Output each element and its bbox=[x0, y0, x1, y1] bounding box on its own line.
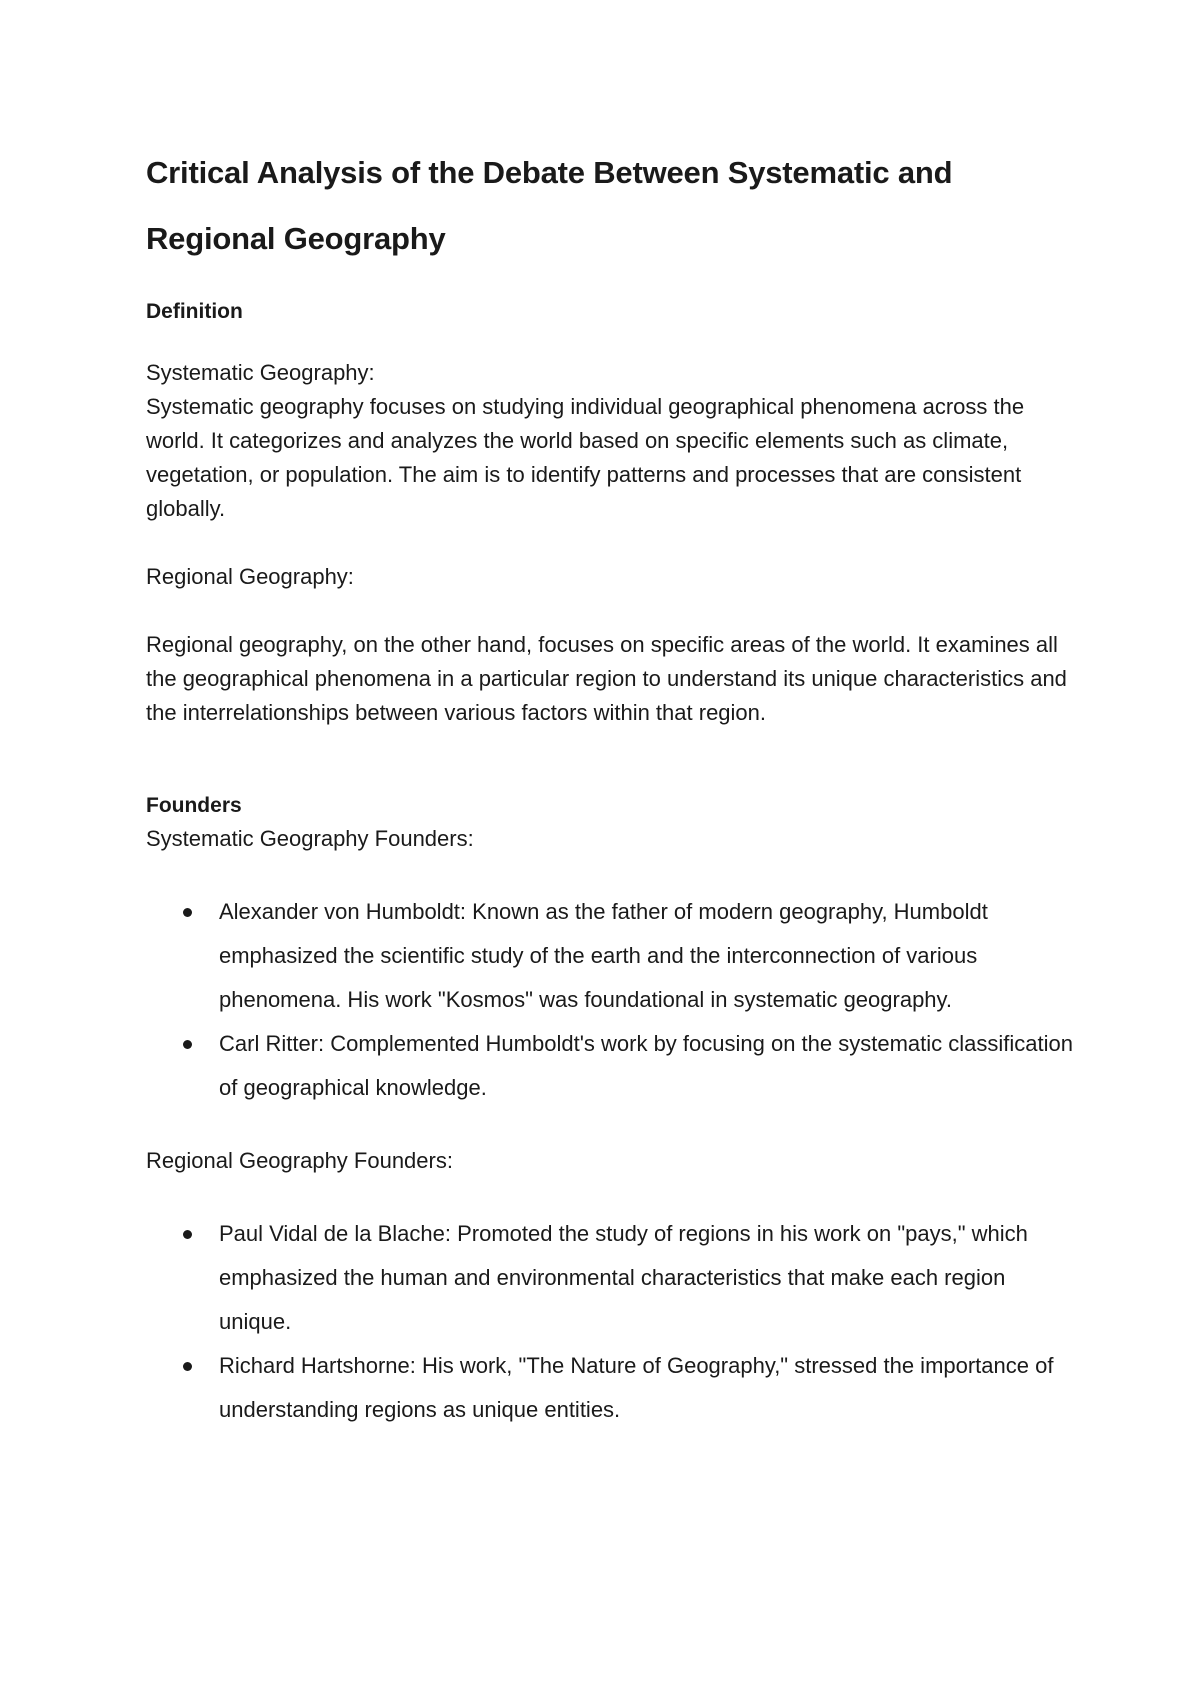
regional-founders-label: Regional Geography Founders: bbox=[146, 1148, 453, 1173]
document-title: Critical Analysis of the Debate Between Systematic and Regional Geography bbox=[146, 155, 953, 256]
regional-geography-label: Regional Geography: bbox=[146, 564, 354, 589]
regional-founders-list bbox=[146, 1212, 1076, 1432]
list-item bbox=[219, 1344, 1076, 1432]
bullet-icon bbox=[183, 1362, 192, 1371]
list-item-text: Carl Ritter: Complemented Humboldt's work by focusing on the systematic classification of geographical knowledge. bbox=[219, 1031, 1073, 1100]
regional-geography-definition: Regional geography, on the other hand, focuses on specific areas of the world. It examines all the geographical phenomena in a particular region to understand its unique characteristics and the interrelationships between various factors within that region. bbox=[146, 632, 1067, 725]
systematic-founders-list bbox=[146, 890, 1076, 1110]
list-item bbox=[219, 890, 1076, 1022]
document-body bbox=[146, 140, 1076, 1432]
bullet-icon bbox=[183, 908, 192, 917]
systematic-founders-label: Systematic Geography Founders: bbox=[146, 826, 474, 851]
bullet-icon bbox=[183, 1040, 192, 1049]
list-item-text: Paul Vidal de la Blache: Promoted the study of regions in his work on "pays," which emphasized the human and environmental characteristics that make each region unique. bbox=[219, 1221, 1028, 1334]
bullet-icon bbox=[183, 1230, 192, 1239]
systematic-geography-label: Systematic Geography: bbox=[146, 360, 375, 385]
list-item bbox=[219, 1212, 1076, 1344]
systematic-geography-definition: Systematic geography focuses on studying individual geographical phenomena across the world. It categorizes and analyzes the world based on specific elements such as climate, vegetation, or population. The aim is to identify patterns and processes that are consistent globally. bbox=[146, 394, 1025, 521]
list-item bbox=[219, 1022, 1076, 1110]
definition-heading: Definition bbox=[146, 300, 243, 323]
founders-heading: Founders bbox=[146, 794, 242, 817]
list-item-text: Alexander von Humboldt: Known as the father of modern geography, Humboldt emphasized the scientific study of the earth and the interconnection of various phenomena. His work "Kosmos" was foundational in systematic geography. bbox=[219, 899, 988, 1012]
list-item-text: Richard Hartshorne: His work, "The Nature of Geography," stressed the importance of understanding regions as unique entities. bbox=[219, 1353, 1054, 1422]
